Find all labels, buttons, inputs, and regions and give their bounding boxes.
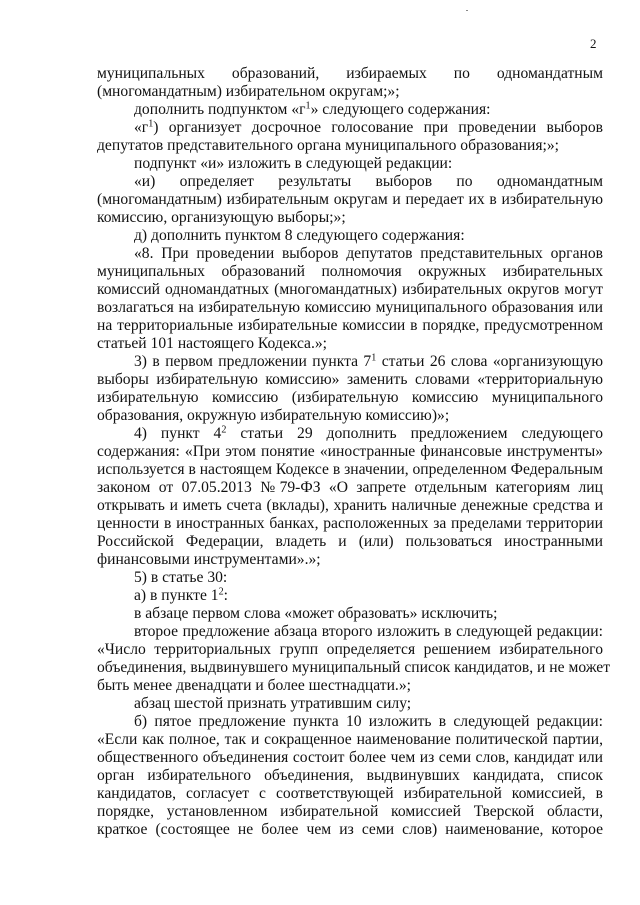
- text-line: «Число территориальных групп определяется решением избирательного: [97, 641, 603, 658]
- text-line: депутатов представительного органа муниципального образования;»;: [97, 137, 559, 154]
- text-line: муниципальных образований полномочия окружных избирательных: [97, 263, 603, 280]
- text-line: комиссий одномандатных (многомандатных) избирательных округов могут: [97, 281, 603, 298]
- text-line: муниципальных образований, избираемых по одномандатным: [97, 65, 603, 82]
- text-line: а) в пункте $1^2$:: [134, 586, 228, 604]
- text-line: «$г^1$) организует досрочное голосование при проведении выборов: [134, 118, 603, 136]
- text-line: д) дополнить пунктом 8 следующего содержания:: [134, 227, 465, 244]
- text-line: избирательную комиссию (избирательную комиссию муниципального: [97, 389, 603, 406]
- text-line: быть менее двенадцати и более шестнадцати.»;: [97, 677, 411, 694]
- text-line: выборы избирательную комиссию» заменить словами «территориальную: [97, 371, 603, 388]
- text-line: орган избирательного объединения, выдвинувших кандидата, список: [97, 767, 603, 784]
- text-line: содержания: «При этом понятие «иностранные финансовые инструменты»: [97, 443, 603, 460]
- text-line: «и) определяет результаты выборов по одномандатным: [134, 173, 603, 190]
- text-line: используется в настоящем Кодексе в значении, определенном Федеральным: [97, 461, 603, 478]
- text-line: кандидатов, согласует с соответствующей избирательной комиссией, в: [97, 785, 603, 802]
- text-line: Российской Федерации, владеть и (или) пользоваться иностранными: [97, 533, 603, 550]
- text-line: б) пятое предложение пункта 10 изложить в следующей редакции:: [134, 713, 603, 730]
- text-line: «8. При проведении выборов депутатов представительных органов: [134, 245, 603, 262]
- text-line: 5) в статье 30:: [134, 569, 228, 586]
- text-line: общественного объединения состоит более чем из семи слов, кандидат или: [97, 749, 603, 766]
- text-line: объединения, выдвинувшего муниципальный список кандидатов, и не может: [97, 659, 611, 676]
- text-line: 4) пункт $4^2$ статьи 29 дополнить предложением следующего: [134, 424, 603, 442]
- text-line: абзац шестой признать утратившим силу;: [134, 695, 412, 712]
- text-line: законом от 07.05.2013 №79-ФЗ «О запрете отдельным категориям лиц: [97, 479, 603, 496]
- text-line: (многомандатным) избирательном округам;»;: [97, 83, 400, 100]
- text-line: в абзаце первом слова «может образовать» исключить;: [134, 605, 498, 622]
- text-line: финансовыми инструментами».»;: [97, 551, 321, 568]
- text-line: образования, окружную избирательную комиссию)»;: [97, 407, 450, 424]
- scan-mark: [466, 10, 468, 11]
- text-line: возлагаться на избирательную комиссию муниципального образования или: [97, 299, 603, 316]
- text-line: комиссию, организующую выборы;»;: [97, 209, 346, 226]
- text-line: ценности в иностранных банках, расположенных за пределами территории: [97, 515, 603, 532]
- text-line: второе предложение абзаца второго изложить в следующей редакции:: [134, 623, 603, 640]
- text-line: открывать и иметь счета (вклады), хранить наличные денежные средства и: [97, 497, 603, 514]
- text-line: на территориальные избирательные комиссии в порядке, предусмотренном: [97, 317, 603, 334]
- text-line: подпункт «и» изложить в следующей редакции:: [134, 155, 453, 172]
- text-line: 3) в первом предложении пункта $7^1$ статьи 26 слова «организующую: [134, 352, 603, 370]
- text-line: «Если как полное, так и сокращенное наименование политической партии,: [97, 731, 603, 748]
- text-line: дополнить подпунктом «$г^1$» следующего содержания:: [134, 100, 491, 118]
- text-line: (многомандатным) избирательным округам и передает их в избирательную: [97, 191, 603, 208]
- text-line: краткое (состоящее не более чем из семи слов) наименование, которое: [97, 821, 603, 838]
- text-line: порядке, установленном избирательной комиссией Тверской области,: [97, 803, 603, 820]
- page-number: 2: [590, 36, 597, 51]
- text-line: статьей 101 настоящего Кодекса.»;: [97, 335, 327, 352]
